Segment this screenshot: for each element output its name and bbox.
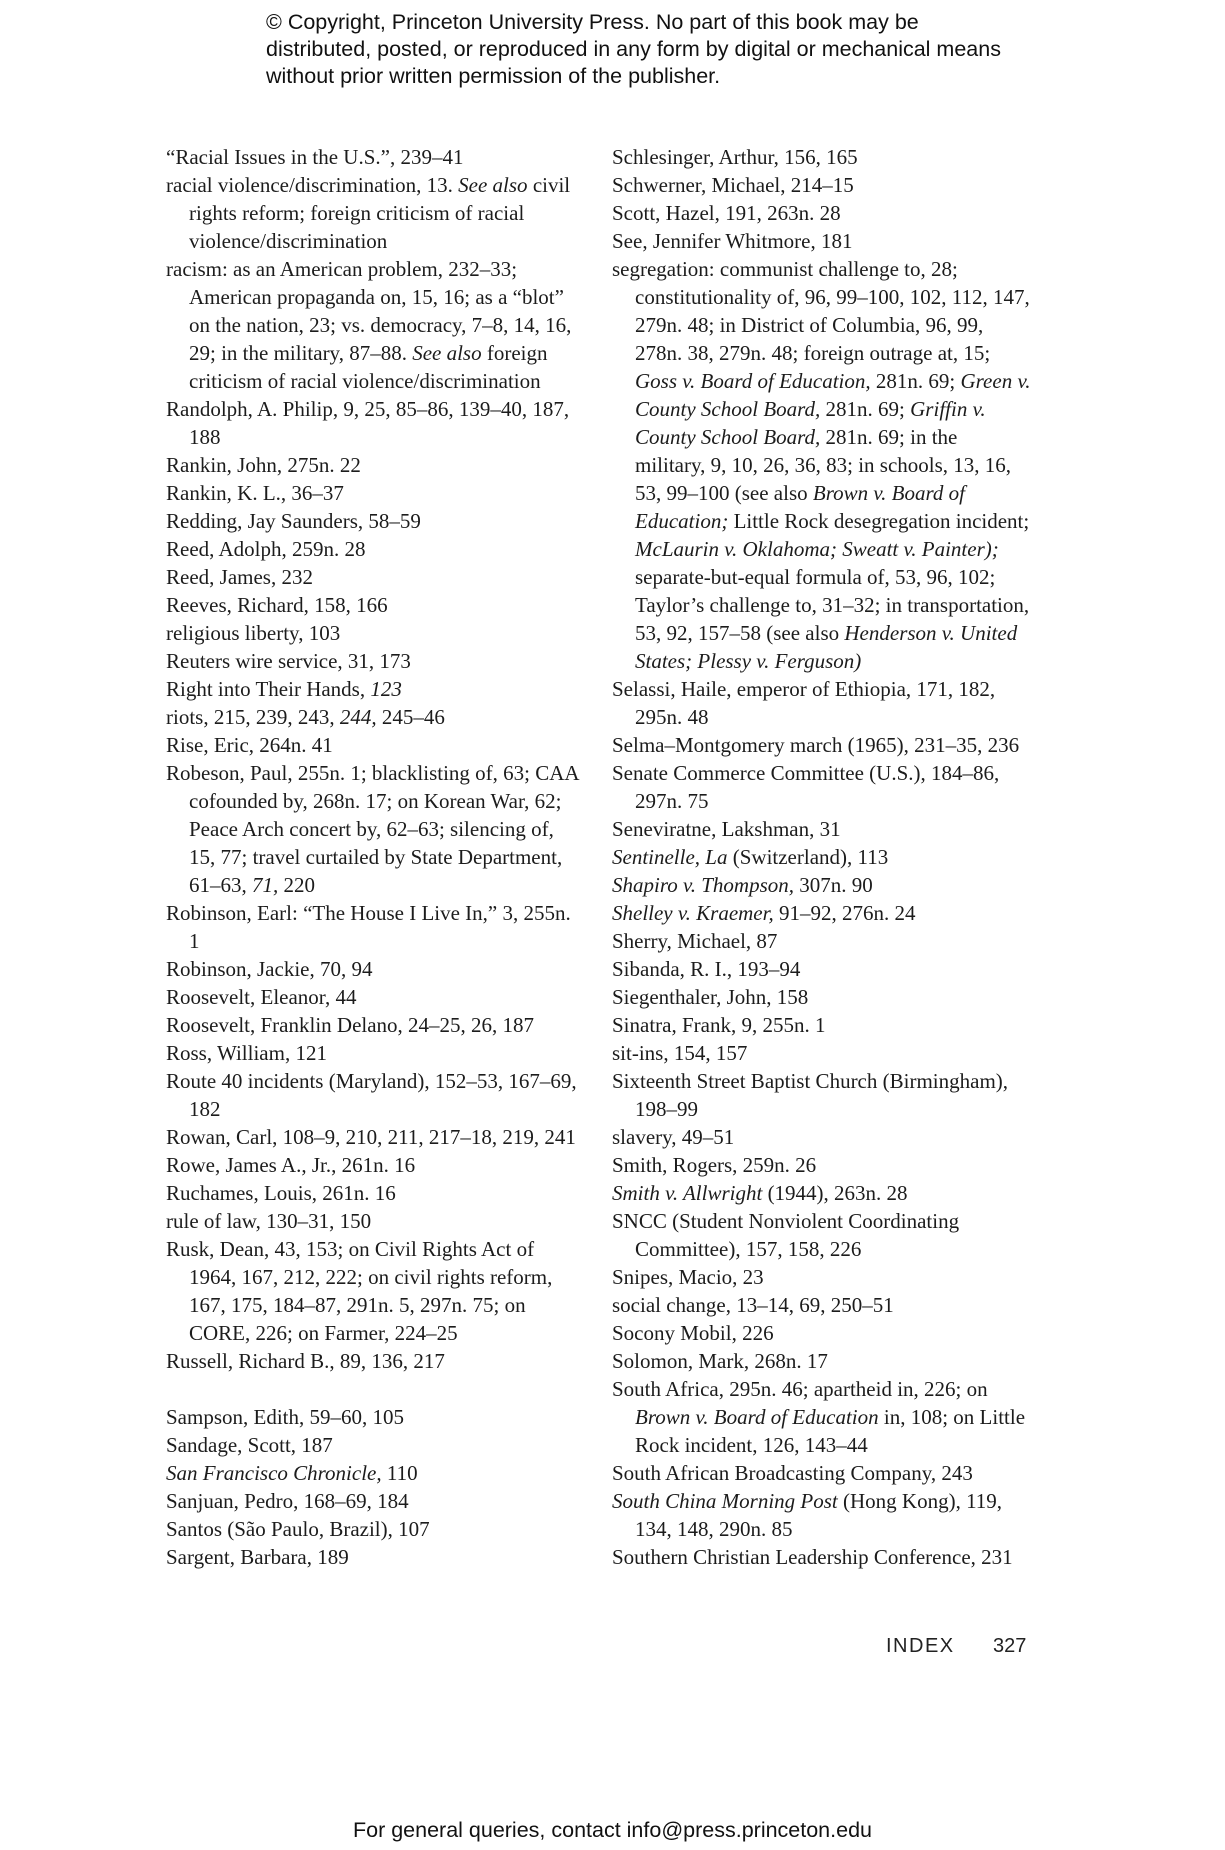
index-entry [166,955,581,983]
index-entry-text: Reed, James, 232 [166,565,313,589]
index-entry-text: 245–46 [376,705,445,729]
index-entry [612,171,1032,199]
index-entry-text: 91–92, 276n. 24 [773,901,916,925]
index-entry-text: Rowan, Carl, 108–9, 210, 211, 217–18, 219, 241 [166,1125,576,1149]
index-entry [166,731,581,759]
index-entry-text: rule of law, 130–31, 150 [166,1209,372,1233]
index-entry-text: 110 [381,1461,418,1485]
index-entry-text: “Racial Issues in the U.S.”, 239–41 [166,145,464,169]
index-entry-italic-text: McLaurin v. Oklahoma; Sweatt v. Painter); [635,537,999,561]
index-entry [612,1067,1032,1123]
index-entry-text: Sinatra, Frank, 9, 255n. 1 [612,1013,826,1037]
index-entry-text: Schlesinger, Arthur, 156, 165 [612,145,858,169]
index-entry [166,1431,581,1459]
index-entry [166,1011,581,1039]
index-entry [612,1291,1032,1319]
index-entry-text: (Switzerland), 113 [727,845,889,869]
index-entry-text: Selassi, Haile, emperor of Ethiopia, 171, 182, 295n. 48 [612,677,996,729]
index-entry-italic-text: See also [412,341,482,365]
contact-footer: For general queries, contact info@press.princeton.edu [352,1818,872,1842]
index-entry-text: Route 40 incidents (Maryland), 152–53, 167–69, 182 [166,1069,577,1121]
index-entry [166,759,581,899]
index-entry [166,1487,581,1515]
index-entry [166,255,581,395]
index-entry-text: sit-ins, 154, 157 [612,1041,748,1065]
index-entry-text: civil rights reform; foreign criticism of racial violence/discrimination [189,173,571,253]
index-entry [166,1067,581,1123]
index-entry [612,955,1032,983]
index-entry-text: Robeson, Paul, 255n. 1; blacklisting of, 63; CAA cofounded by, 268n. 17; on Korean War, 62; Peace Arch concert by, 62–63; silencing of, 15, 77; travel curtailed by State Department, 61–63, [166,761,579,897]
index-entry-text: Sherry, Michael, 87 [612,929,778,953]
index-entry-italic-text: South China Morning Post [612,1489,838,1513]
index-entry-text: riots, 215, 239, 243, [166,705,340,729]
index-entry-text: Snipes, Macio, 23 [612,1265,764,1289]
index-entry-text: Robinson, Earl: “The House I Live In,” 3, 255n. 1 [166,901,571,953]
index-entry-text: Reed, Adolph, 259n. 28 [166,537,366,561]
index-entry-text: Sargent, Barbara, 189 [166,1545,349,1569]
index-entry [166,1515,581,1543]
index-entry-text: Smith, Rogers, 259n. 26 [612,1153,817,1177]
index-entry [166,1151,581,1179]
index-entry [612,815,1032,843]
index-entry [166,1403,581,1431]
index-entry-text: See, Jennifer Whitmore, 181 [612,229,853,253]
index-entry [612,1207,1032,1263]
index-entry-text: Sibanda, R. I., 193–94 [612,957,801,981]
index-entry [166,395,581,451]
copyright-notice: © Copyright, Princeton University Press. No part of this book may be distributed, posted, or reproduced in any form by digital or mechanical means without prior written permission of the publisher. [266,10,1001,88]
index-entry-text: Schwerner, Michael, 214–15 [612,173,854,197]
index-entry-italic-text: Brown v. Board of Education [635,1405,879,1429]
index-entry [166,1179,581,1207]
index-entry [612,1039,1032,1067]
index-entry-italic-text: Henderson v. United States; Plessy v. Ferguson) [635,621,1018,673]
index-entry-text: Russell, Richard B., 89, 136, 217 [166,1349,445,1373]
index-entry-text: Southern Christian Leadership Conference, 231 [612,1545,1013,1569]
index-entry [612,927,1032,955]
index-entry-text: Scott, Hazel, 191, 263n. 28 [612,201,841,225]
index-entry [612,227,1032,255]
index-entry-text: Senate Commerce Committee (U.S.), 184–86, 297n. 75 [612,761,1000,813]
index-entry-text: Selma–Montgomery march (1965), 231–35, 236 [612,733,1020,757]
index-entry-text: Sixteenth Street Baptist Church (Birmingham), 198–99 [612,1069,1009,1121]
index-entry [612,843,1032,871]
index-entry-text: Sanjuan, Pedro, 168–69, 184 [166,1489,409,1513]
index-entry [612,143,1032,171]
index-entry [166,1235,581,1347]
index-entry-text: Reuters wire service, 31, 173 [166,649,411,673]
index-entry-italic-text: Goss v. Board of Education, [635,369,871,393]
index-entry [612,1179,1032,1207]
index-entry [612,199,1032,227]
index-entry-text: slavery, 49–51 [612,1125,735,1149]
index-entry-text: Siegenthaler, John, 158 [612,985,809,1009]
index-entry [166,899,581,955]
index-entry-italic-text: Smith v. Allwright [612,1181,763,1205]
index-entry [166,171,581,255]
index-column-left [166,143,581,1571]
index-entry [166,1459,581,1487]
index-entry [612,1543,1032,1571]
index-entry-italic-text: Green v. County School Board, [635,369,1031,421]
index-entry-text: South Africa, 295n. 46; apartheid in, 226; on [612,1377,988,1401]
index-entry [612,1151,1032,1179]
index-entry-text: Right into Their Hands, [166,677,371,701]
index-entry [612,1375,1032,1459]
index-entry [612,983,1032,1011]
index-entry-text: Rowe, James A., Jr., 261n. 16 [166,1153,416,1177]
index-entry-text: South African Broadcasting Company, 243 [612,1461,973,1485]
index-entry-text: (1944), 263n. 28 [762,1181,908,1205]
index-entry [166,1039,581,1067]
index-entry [166,983,581,1011]
index-entry-text: 307n. 90 [794,873,873,897]
index-entry-italic-text: 123 [370,677,402,701]
index-entry-text: racial violence/discrimination, 13. [166,173,459,197]
index-entry [166,591,581,619]
index-entry-text: Rusk, Dean, 43, 153; on Civil Rights Act of 1964, 167, 212, 222; on civil rights reform, 167, 175, 184–87, 291n. 5, 297n. 75; on CORE, 226; on Farmer, 224–25 [166,1237,553,1345]
index-entry-text: SNCC (Student Nonviolent Coordinating Committee), 157, 158, 226 [612,1209,960,1261]
index-entry-text: 281n. 69; [870,369,961,393]
index-entry [612,675,1032,731]
index-entry [166,563,581,591]
index-entry [166,619,581,647]
page-number: 327 [993,1635,1027,1657]
index-entry [166,1347,581,1375]
index-entry-text: religious liberty, 103 [166,621,341,645]
index-entry-text: Santos (São Paulo, Brazil), 107 [166,1517,430,1541]
index-entry [612,759,1032,815]
index-entry [166,1543,581,1571]
index-entry [612,731,1032,759]
index-entry-text: Sampson, Edith, 59–60, 105 [166,1405,405,1429]
index-entry-text: Solomon, Mark, 268n. 17 [612,1349,828,1373]
index-entry-italic-text: 71, [252,873,279,897]
index-entry-text: Ross, William, 121 [166,1041,327,1065]
index-entry [612,1011,1032,1039]
index-entry-text: in, 108; on Little Rock incident, 126, 143–44 [635,1405,1026,1457]
running-footer-section: INDEX [886,1635,955,1657]
index-entry-text: Robinson, Jackie, 70, 94 [166,957,373,981]
index-entry-italic-text: Brown v. Board of Education; [635,481,965,533]
index-entry-italic-text: 244, [339,705,377,729]
index-entry-italic-text: Shapiro v. Thompson, [612,873,795,897]
index-entry-italic-text: See also [458,173,528,197]
index-entry-text: foreign criticism of racial violence/discrimination [189,341,548,393]
index-entry [612,871,1032,899]
index-entry [166,675,581,703]
index-entry-text: Sandage, Scott, 187 [166,1433,333,1457]
index-entry-text: Roosevelt, Franklin Delano, 24–25, 26, 187 [166,1013,535,1037]
index-entry-italic-text: San Francisco Chronicle, [166,1461,382,1485]
index-entry-text: social change, 13–14, 69, 250–51 [612,1293,894,1317]
index-entry [612,1347,1032,1375]
index-entry-text: Ruchames, Louis, 261n. 16 [166,1181,396,1205]
index-entry-text: Seneviratne, Lakshman, 31 [612,817,841,841]
index-entry-text: segregation: communist challenge to, 28; constitutionality of, 96, 99–100, 102, 112, 147, 279n. 48; in District of Columbia, 96, 99, 278n. 38, 279n. 48; foreign outrage at, 15; [612,257,1030,365]
index-entry-text: Roosevelt, Eleanor, 44 [166,985,357,1009]
index-entry [612,1263,1032,1291]
index-entry [612,1487,1032,1543]
index-entry [612,1459,1032,1487]
index-entry-text: separate-but-equal formula of, 53, 96, 102; Taylor’s challenge to, 31–32; in transportation, 53, 92, 157–58 (see also [635,565,1030,645]
index-entry [166,507,581,535]
index-entry [612,1319,1032,1347]
index-entry [166,647,581,675]
index-entry-text: Socony Mobil, 226 [612,1321,774,1345]
index-entry-text: Rankin, John, 275n. 22 [166,453,361,477]
index-column-right [612,143,1032,1571]
index-entry [612,899,1032,927]
index-entry [166,703,581,731]
index-entry [166,143,581,171]
index-entry-text: (Hong Kong), 119, 134, 148, 290n. 85 [635,1489,1003,1541]
index-entry [166,1207,581,1235]
index-entry-text: Rankin, K. L., 36–37 [166,481,344,505]
index-entry [612,1123,1032,1151]
index-entry [166,479,581,507]
index-entry-text: Little Rock desegregation incident; [728,509,1030,533]
index-entry-italic-text: Griffin v. County School Board, [635,397,986,449]
index-entry-text: 220 [278,873,315,897]
index-entry-text: 281n. 69; [820,397,911,421]
index-entry [166,451,581,479]
index-entry-text: Reeves, Richard, 158, 166 [166,593,388,617]
index-entry-italic-text: Shelley v. Kraemer, [612,901,774,925]
index-entry-text: 281n. 69; in the military, 9, 10, 26, 36, 83; in schools, 13, 16, 53, 99–100 (see also [635,425,1012,505]
index-entry-text: Redding, Jay Saunders, 58–59 [166,509,421,533]
index-entry [612,255,1032,675]
index-entry [166,1123,581,1151]
index-entry-text: Rise, Eric, 264n. 41 [166,733,333,757]
index-entry-text: Randolph, A. Philip, 9, 25, 85–86, 139–40, 187, 188 [166,397,570,449]
index-entry [166,535,581,563]
index-entry-text: racism: as an American problem, 232–33; American propaganda on, 15, 16; as a “blot” on the nation, 23; vs. democracy, 7–8, 14, 16, 29; in the military, 87–88. [166,257,572,365]
index-entry-italic-text: Sentinelle, La [612,845,728,869]
